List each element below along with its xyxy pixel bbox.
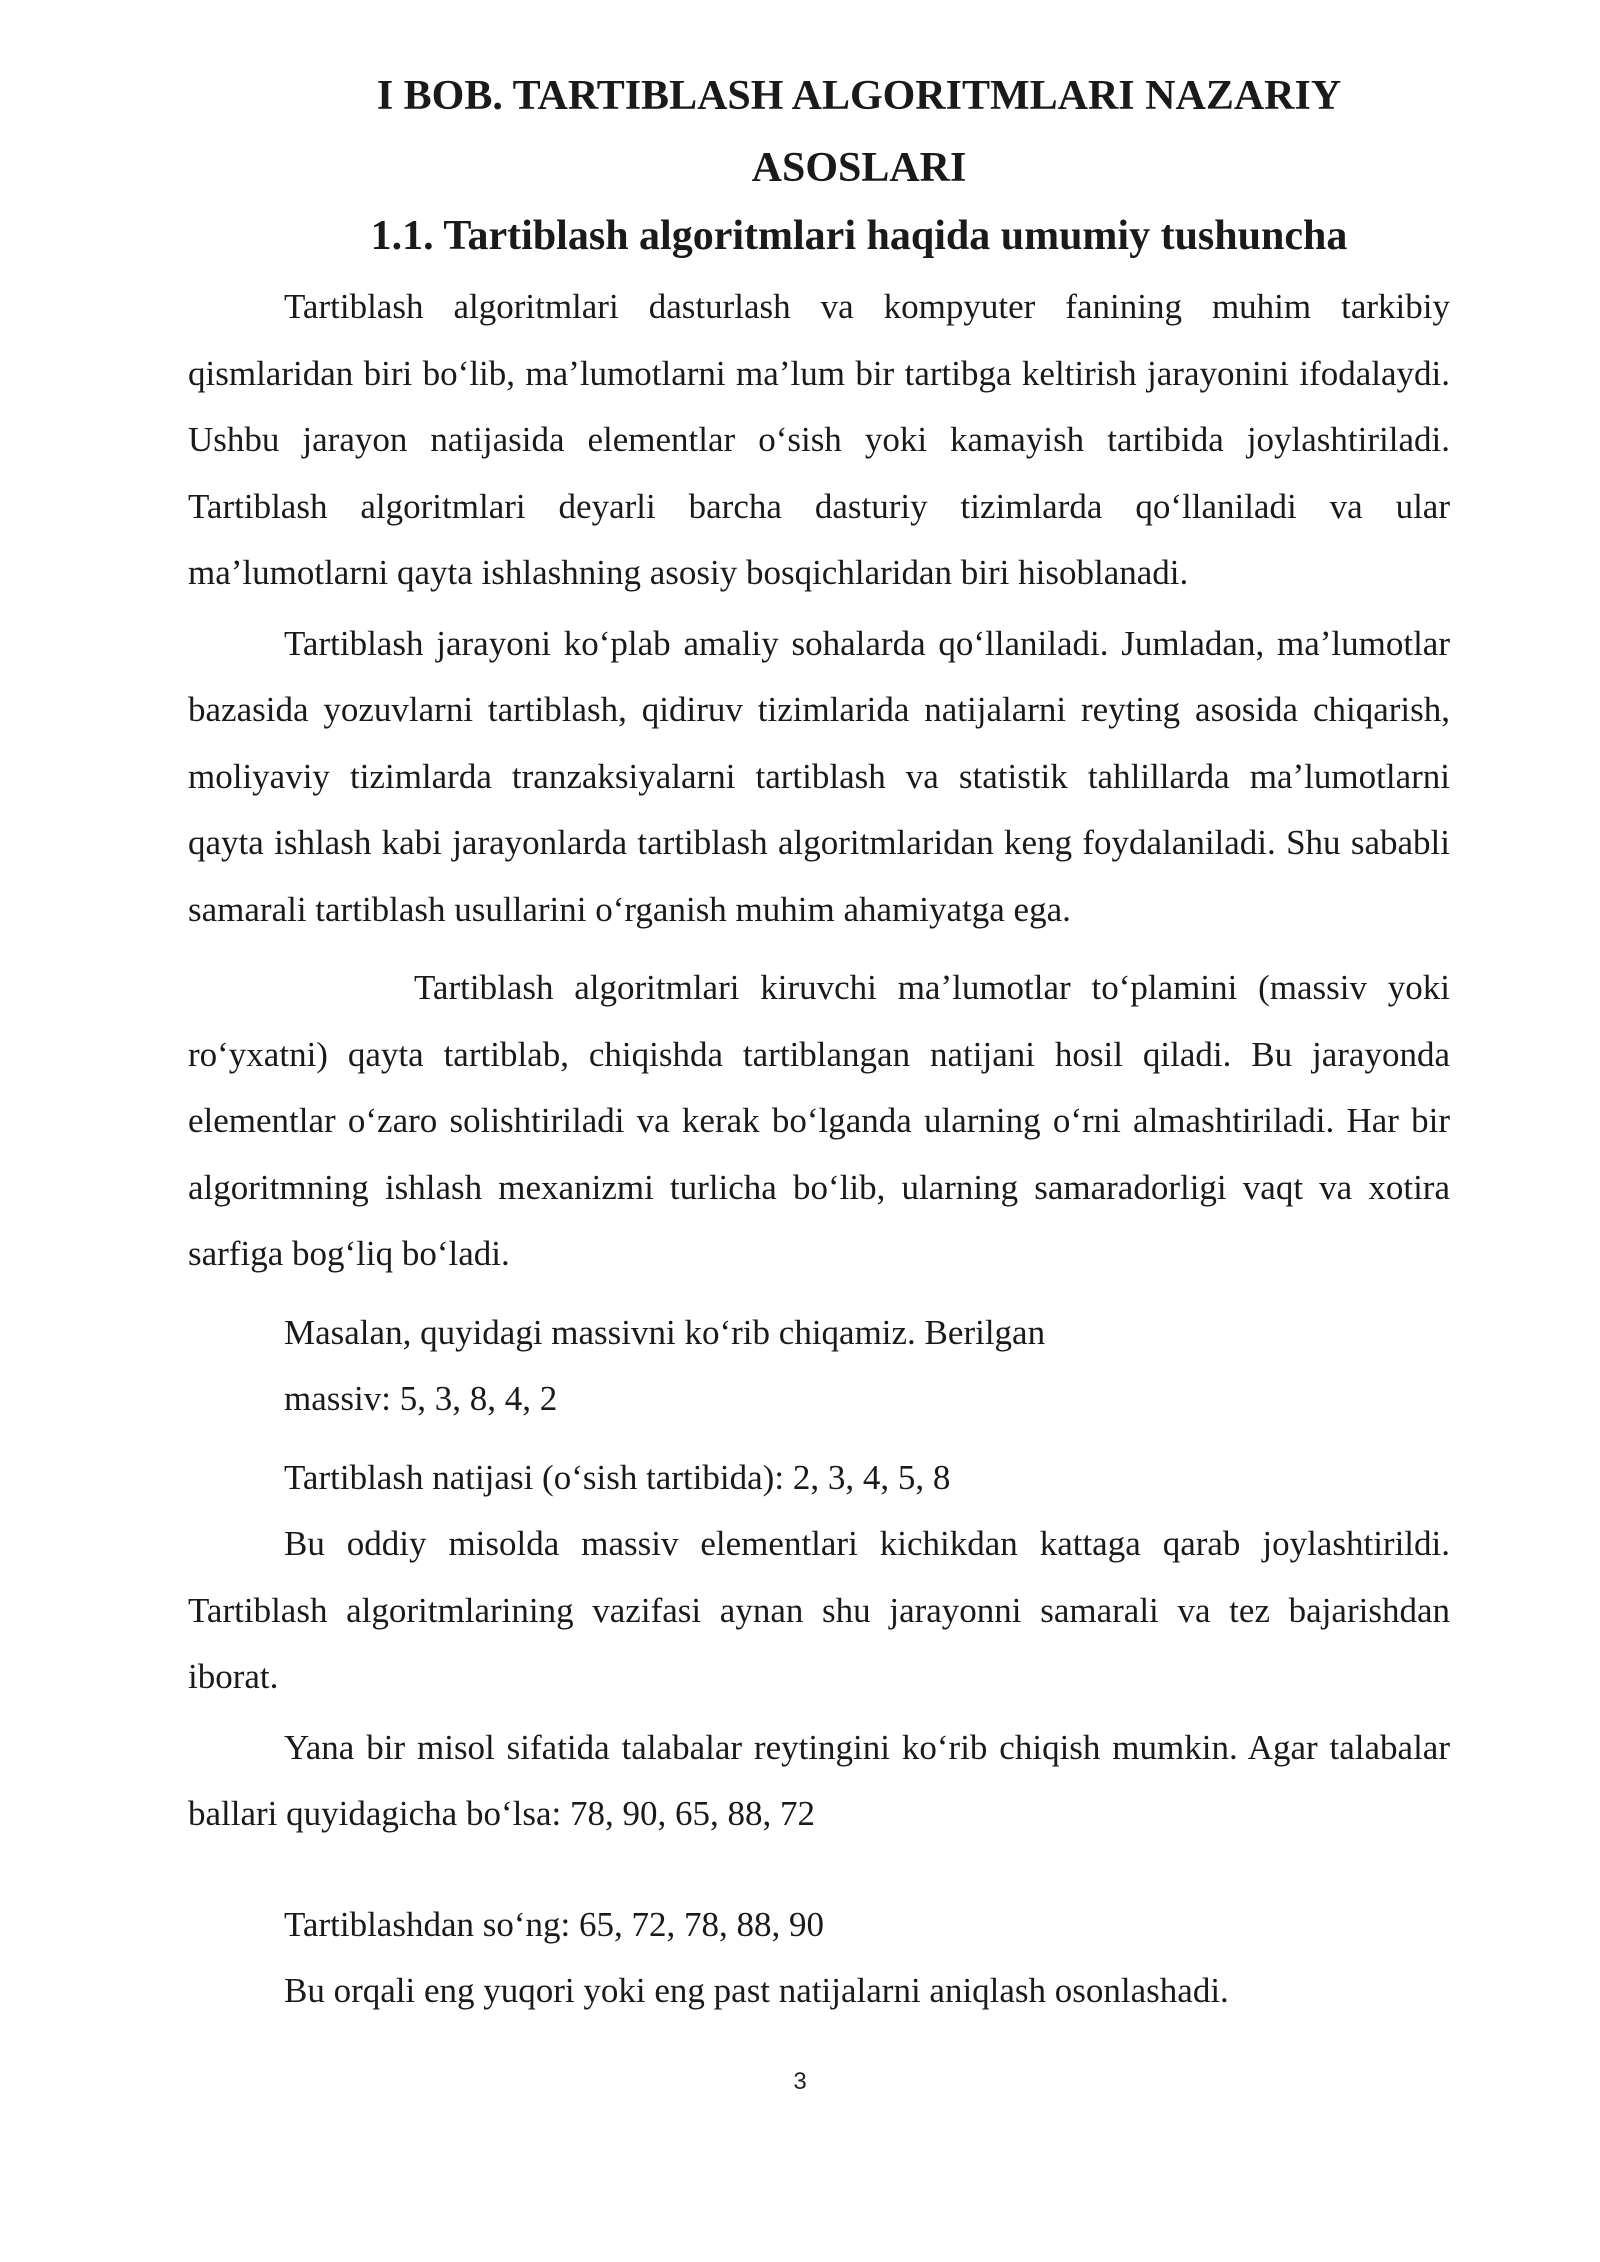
paragraph-student-rating: Yana bir misol sifatida talabalar reytingini koʻrib chiqish mumkin. Agar talabalar ballari quyidagicha boʻlsa: 78, 90, 65, 88, 72: [188, 1727, 1450, 1833]
paragraph-applications: Tartiblash jarayoni koʻplab amaliy sohalarda qoʻllaniladi. Jumladan, maʼlumotlar bazasida yozuvlarni tartiblash, qidiruv tizimlarida natijalarni reyting asosida chiqarish, moliyaviy tizimlarda tranzaksiyalarni tartiblash va statistik tahlillarda maʼlumotlarni qayta ishlash kabi jarayonlarda tartiblash algoritmlaridan keng foydalaniladi. Shu sababli samarali tartiblash usullarini oʻrganish muhim ahamiyatga ega.: [188, 623, 1450, 929]
paragraph-simple-example: Bu oddiy misolda massiv elementlari kichikdan kattaga qarab joylashtirildi. Tartiblash algoritmlarining vazifasi aynan shu jarayonni samarali va tez bajarishdan iborat.: [188, 1524, 1450, 1696]
example-intro: Masalan, quyidagi massivni koʻrib chiqamiz. Berilgan: [284, 1312, 1046, 1352]
paragraph-mechanism: Tartiblash algoritmlari kiruvchi maʼlumotlar toʻplamini (massiv yoki roʻyxatni) qayta tartiblab, chiqishda tartiblangan natijani hosil qiladi. Bu jarayonda elementlar oʻzaro solishtiriladi va kerak boʻlganda ularning oʻrni almashtiriladi. Har bir algoritmning ishlash mexanizmi turlicha boʻlib, ularning samaradorligi vaqt va xotira sarfiga bogʻliq boʻladi.: [188, 968, 1450, 1273]
paragraph-intro: Tartiblash algoritmlari dasturlash va kompyuter fanining muhim tarkibiy qismlaridan biri boʻlib, maʼlumotlarni maʼlum bir tartibga keltirish jarayonini ifodalaydi. Ushbu jarayon natijasida elementlar oʻsish yoki kamayish tartibida joylashtiriladi. Tartiblash algoritmlari deyarli barcha dasturiy tizimlarda qoʻllaniladi va ular maʼlumotlarni qayta ishlashning asosiy bosqichlaridan biri hisoblanadi.: [188, 287, 1450, 592]
chapter-title-line2: ASOSLARI: [751, 145, 967, 191]
chapter-title: [188, 60, 1450, 204]
example-result: Tartiblash natijasi (oʻsish tartibida): 2, 3, 4, 5, 8: [284, 1457, 951, 1497]
paragraph-conclusion: Bu orqali eng yuqori yoki eng past natijalarni aniqlash osonlashadi.: [284, 1971, 1229, 2010]
chapter-title-line1: I BOB. TARTIBLASH ALGORITMLARI NAZARIY: [376, 73, 1342, 119]
example-array: massiv: 5, 3, 8, 4, 2: [284, 1379, 558, 1418]
document-page: [188, 60, 1450, 2025]
section-title: 1.1. Tartiblash algoritmlari haqida umumiy tushuncha: [370, 213, 1348, 259]
page-number: 3: [793, 2068, 807, 2095]
sorted-scores: Tartiblashdan soʻng: 65, 72, 78, 88, 90: [284, 1904, 824, 1944]
